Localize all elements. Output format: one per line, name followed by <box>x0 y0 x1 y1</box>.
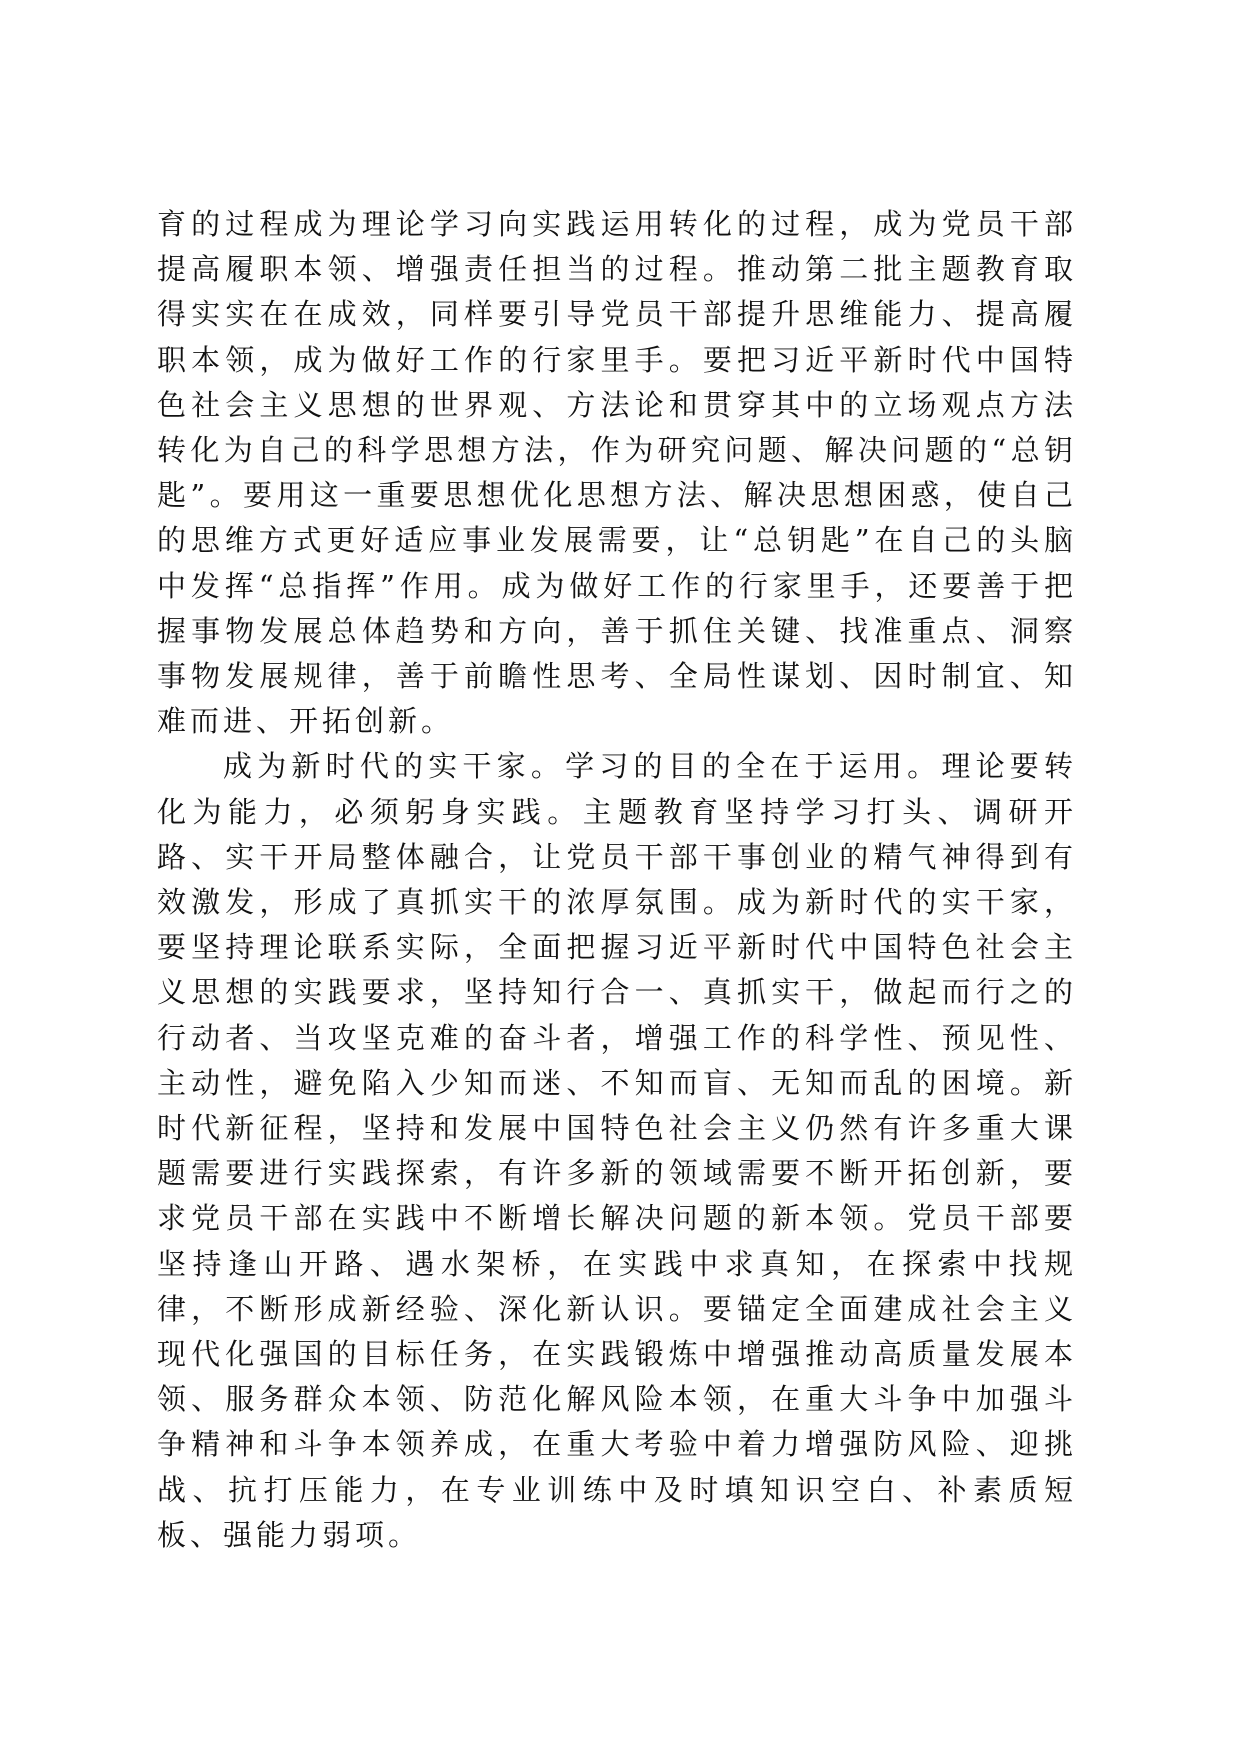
document-body <box>157 202 1077 1558</box>
paragraph-practitioner: 成为新时代的实干家。学习的目的全在于运用。理论要转化为能力，必须躬身实践。主题教育坚持学习打头、调研开路、实干开局整体融合，让党员干部干事创业的精气神得到有效激发，形成了真抓实干的浓厚氛围。成为新时代的实干家，要坚持理论联系实际，全面把握习近平新时代中国特色社会主义思想的实践要求，坚持知行合一、真抓实干，做起而行之的行动者、当攻坚克难的奋斗者，增强工作的科学性、预见性、主动性，避免陷入少知而迷、不知而盲、无知而乱的困境。新时代新征程，坚持和发展中国特色社会主义仍然有许多重大课题需要进行实践探索，有许多新的领域需要不断开拓创新，要求党员干部在实践中不断增长解决问题的新本领。党员干部要坚持逢山开路、遇水架桥，在实践中求真知，在探索中找规律，不断形成新经验、深化新认识。要锚定全面建成社会主义现代化强国的目标任务，在实践锻炼中增强推动高质量发展本领、服务群众本领、防范化解风险本领，在重大斗争中加强斗争精神和斗争本领养成，在重大考验中着力增强防风险、迎挑战、抗打压能力，在专业训练中及时填知识空白、补素质短板、强能力弱项。 <box>157 749 1077 1552</box>
paragraph-continuation: 育的过程成为理论学习向实践运用转化的过程，成为党员干部提高履职本领、增强责任担当的过程。推动第二批主题教育取得实实在在成效，同样要引导党员干部提升思维能力、提高履职本领，成为做好工作的行家里手。要把习近平新时代中国特色社会主义思想的世界观、方法论和贯穿其中的立场观点方法转化为自己的科学思想方法，作为研究问题、解决问题的“总钥匙”。要用这一重要思想优化思想方法、解决思想困惑，使自己的思维方式更好适应事业发展需要，让“总钥匙”在自己的头脑中发挥“总指挥”作用。成为做好工作的行家里手，还要善于把握事物发展总体趋势和方向，善于抓住关键、找准重点、洞察事物发展规律，善于前瞻性思考、全局性谋划、因时制宜、知难而进、开拓创新。 <box>157 207 1077 739</box>
